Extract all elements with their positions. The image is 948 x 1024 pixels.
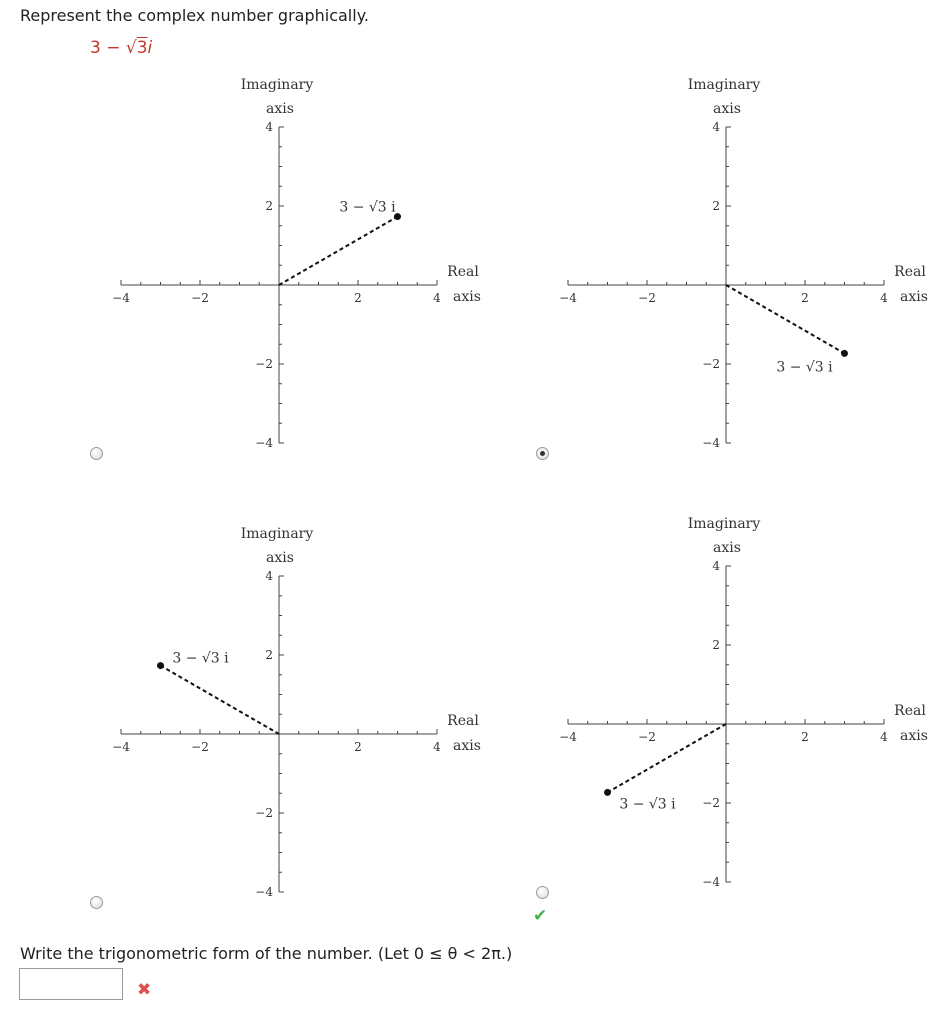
x-tick-label: 2: [801, 730, 809, 744]
y-tick-label: −2: [255, 357, 273, 371]
real-axis-title-line2: axis: [453, 738, 481, 754]
y-tick-label: −4: [702, 436, 720, 450]
imag-axis-title-line2: axis: [266, 101, 294, 117]
imag-axis-title-line2: axis: [713, 540, 741, 556]
x-tick-label: −4: [112, 740, 130, 754]
number-radicand: 3: [136, 38, 148, 58]
y-tick-label: −4: [255, 885, 273, 899]
incorrect-x-icon: ✖: [137, 980, 152, 1000]
x-tick-label: 4: [880, 730, 888, 744]
option-radio-1[interactable]: [90, 447, 103, 460]
correct-check-icon: ✔: [533, 906, 548, 926]
y-tick-label: −2: [702, 796, 720, 810]
trig-form-prompt: Write the trigonometric form of the number. (Let 0 ≤ θ < 2π.): [20, 944, 513, 963]
y-tick-label: 4: [712, 559, 720, 573]
data-point: [604, 789, 611, 796]
imag-axis-title: Imaginary: [687, 516, 761, 532]
real-axis-title-line2: axis: [900, 289, 928, 305]
x-tick-label: 2: [354, 291, 362, 305]
number-suffix: i: [147, 38, 153, 58]
number-radical: √: [125, 38, 137, 58]
y-tick-label: −4: [255, 436, 273, 450]
point-label: 3 − √3 i: [339, 199, 396, 216]
x-tick-label: −4: [559, 291, 577, 305]
x-tick-label: −4: [112, 291, 130, 305]
option-radio-3[interactable]: [90, 896, 103, 909]
y-tick-label: 2: [712, 199, 720, 213]
option-radio-4[interactable]: [536, 886, 549, 899]
question-text: Represent the complex number graphically.: [20, 6, 369, 25]
number-prefix: 3 −: [90, 38, 126, 58]
real-axis-title: Real: [894, 703, 926, 719]
imag-axis-title-line2: axis: [266, 550, 294, 566]
y-tick-label: 2: [712, 638, 720, 652]
x-tick-label: −4: [559, 730, 577, 744]
real-axis-title: Real: [894, 264, 926, 280]
imag-axis-title: Imaginary: [240, 526, 314, 542]
y-tick-label: −2: [702, 357, 720, 371]
real-axis-title: Real: [447, 264, 479, 280]
y-tick-label: 4: [265, 569, 273, 583]
point-label: 3 − √3 i: [172, 650, 229, 667]
real-axis-title-line2: axis: [453, 289, 481, 305]
x-tick-label: −2: [638, 730, 656, 744]
y-tick-label: −2: [255, 806, 273, 820]
x-tick-label: −2: [191, 740, 209, 754]
x-tick-label: −2: [638, 291, 656, 305]
y-tick-label: 2: [265, 648, 273, 662]
x-tick-label: 2: [354, 740, 362, 754]
y-tick-label: −4: [702, 875, 720, 889]
x-tick-label: 4: [433, 291, 441, 305]
real-axis-title: Real: [447, 713, 479, 729]
x-tick-label: −2: [191, 291, 209, 305]
option-radio-2[interactable]: [536, 447, 549, 460]
x-tick-label: 4: [433, 740, 441, 754]
imag-axis-title: Imaginary: [240, 77, 314, 93]
y-tick-label: 2: [265, 199, 273, 213]
trig-form-answer-input[interactable]: [19, 968, 123, 1000]
x-tick-label: 2: [801, 291, 809, 305]
imag-axis-title: Imaginary: [687, 77, 761, 93]
y-tick-label: 4: [712, 120, 720, 134]
point-label: 3 − √3 i: [776, 359, 833, 376]
real-axis-title-line2: axis: [900, 728, 928, 744]
vector-segment: [608, 724, 727, 792]
x-tick-label: 4: [880, 291, 888, 305]
point-label: 3 − √3 i: [619, 796, 676, 813]
imag-axis-title-line2: axis: [713, 101, 741, 117]
y-tick-label: 4: [265, 120, 273, 134]
